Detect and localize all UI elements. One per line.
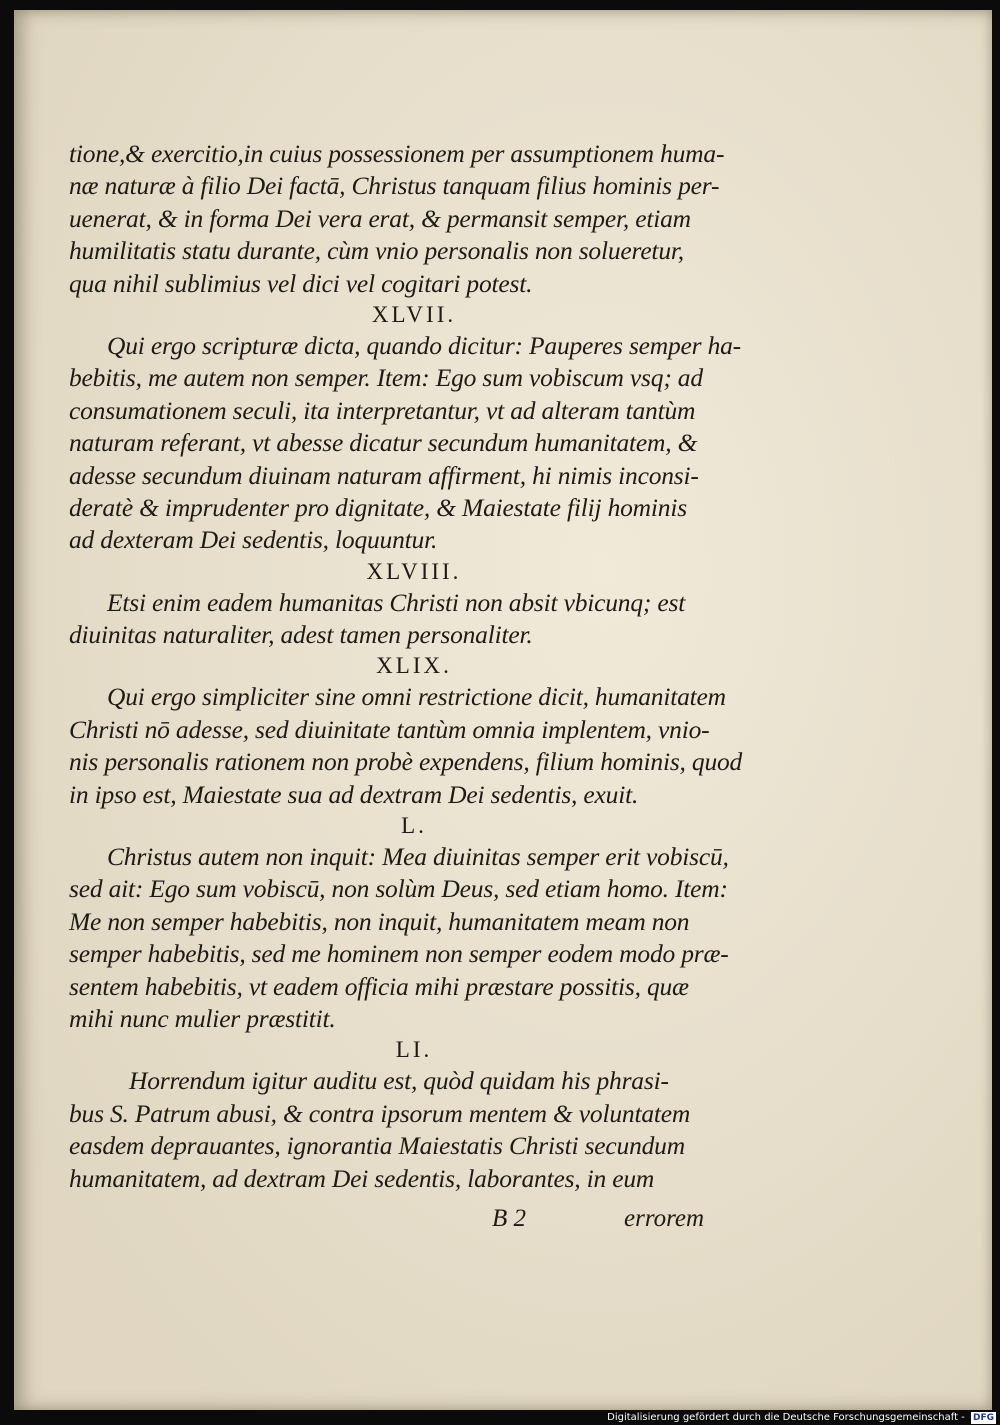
section-heading: XLVII. <box>371 301 457 327</box>
text-line: qua nihil sublimius vel dici vel cogitari potest. <box>69 268 533 298</box>
text-line: bus S. Patrum abusi, & contra ipsorum mentem & voluntatem <box>69 1098 691 1128</box>
text-line: naturam referant, vt abesse dicatur secundum humanitatem, & <box>69 428 698 458</box>
text-line: tione,& exercitio,in cuius possessionem per assumptionem huma- <box>69 139 725 168</box>
text-line: deratè & imprudenter pro dignitate, & Maiestate filij hominis <box>69 492 687 522</box>
text-line: humilitatis statu durante, cùm vnio personalis non solueretur, <box>69 236 684 266</box>
text-line: uenerat, & in forma Dei vera erat, & permansit semper, etiam <box>69 203 691 233</box>
book-page <box>14 10 992 1410</box>
text-line: consumationem seculi, ita interpretantur, vt ad alteram tantùm <box>69 395 696 425</box>
section-heading: XLVIII. <box>366 558 462 584</box>
credit-text: Digitalisierung gefördert durch die Deutsche Forschungsgemeinschaft - <box>607 1412 965 1423</box>
text-line: adesse secundum diuinam naturam affirment, hi nimis inconsi- <box>69 460 699 490</box>
text-line: Christi nō adesse, sed diuinitate tantùm omnia implentem, vnio- <box>69 714 710 744</box>
section-heading: XLIX. <box>376 653 452 679</box>
page-text <box>69 138 743 1195</box>
text-line: Christus autem non inquit: Mea diuinitas semper erit vobiscū, <box>107 842 729 872</box>
text-line: nis personalis rationem non probè expendens, filium hominis, quod <box>69 747 743 777</box>
text-line: Qui ergo simpliciter sine omni restrictione dicit, humanitatem <box>107 682 726 712</box>
text-line: Horrendum igitur auditu est, quòd quidam his phrasi- <box>129 1066 669 1096</box>
text-line: easdem deprauantes, ignorantia Maiestatis Christi secundum <box>69 1131 685 1161</box>
text-line: bebitis, me autem non semper. Item: Ego sum vobiscum vsq; ad <box>69 363 703 393</box>
text-line: sentem habebitis, vt eadem officia mihi præstare possitis, quæ <box>69 971 689 1001</box>
section-heading: L. <box>401 813 427 839</box>
text-line: Etsi enim eadem humanitas Christi non absit vbicunq; est <box>107 587 686 617</box>
text-line: ad dexteram Dei sedentis, loquuntur. <box>69 525 438 555</box>
text-line: sed ait: Ego sum vobiscū, non solùm Deus, sed etiam homo. Item: <box>69 874 728 904</box>
text-line: næ naturæ à filio Dei factā, Christus tanquam filius hominis per- <box>69 171 720 201</box>
section-heading: LI. <box>395 1037 433 1063</box>
text-line: diuinitas naturaliter, adest tamen personaliter. <box>69 620 533 650</box>
text-line: humanitatem, ad dextram Dei sedentis, laborantes, in eum <box>69 1163 655 1193</box>
text-line: semper habebitis, sed me hominem non semper eodem modo præ- <box>69 939 729 969</box>
catchword: errorem <box>624 1205 705 1232</box>
dfg-logo: DFG <box>972 1413 994 1423</box>
signature-mark: B 2 <box>492 1205 527 1232</box>
text-line: Me non semper habebitis, non inquit, humanitatem meam non <box>69 906 690 936</box>
text-line: mihi nunc mulier præstitit. <box>69 1003 336 1033</box>
text-line: Qui ergo scripturæ dicta, quando dicitur: Pauperes semper ha- <box>107 330 741 360</box>
text-line: in ipso est, Maiestate sua ad dextram Dei sedentis, exuit. <box>69 779 639 809</box>
digitization-credit <box>576 1410 1000 1425</box>
